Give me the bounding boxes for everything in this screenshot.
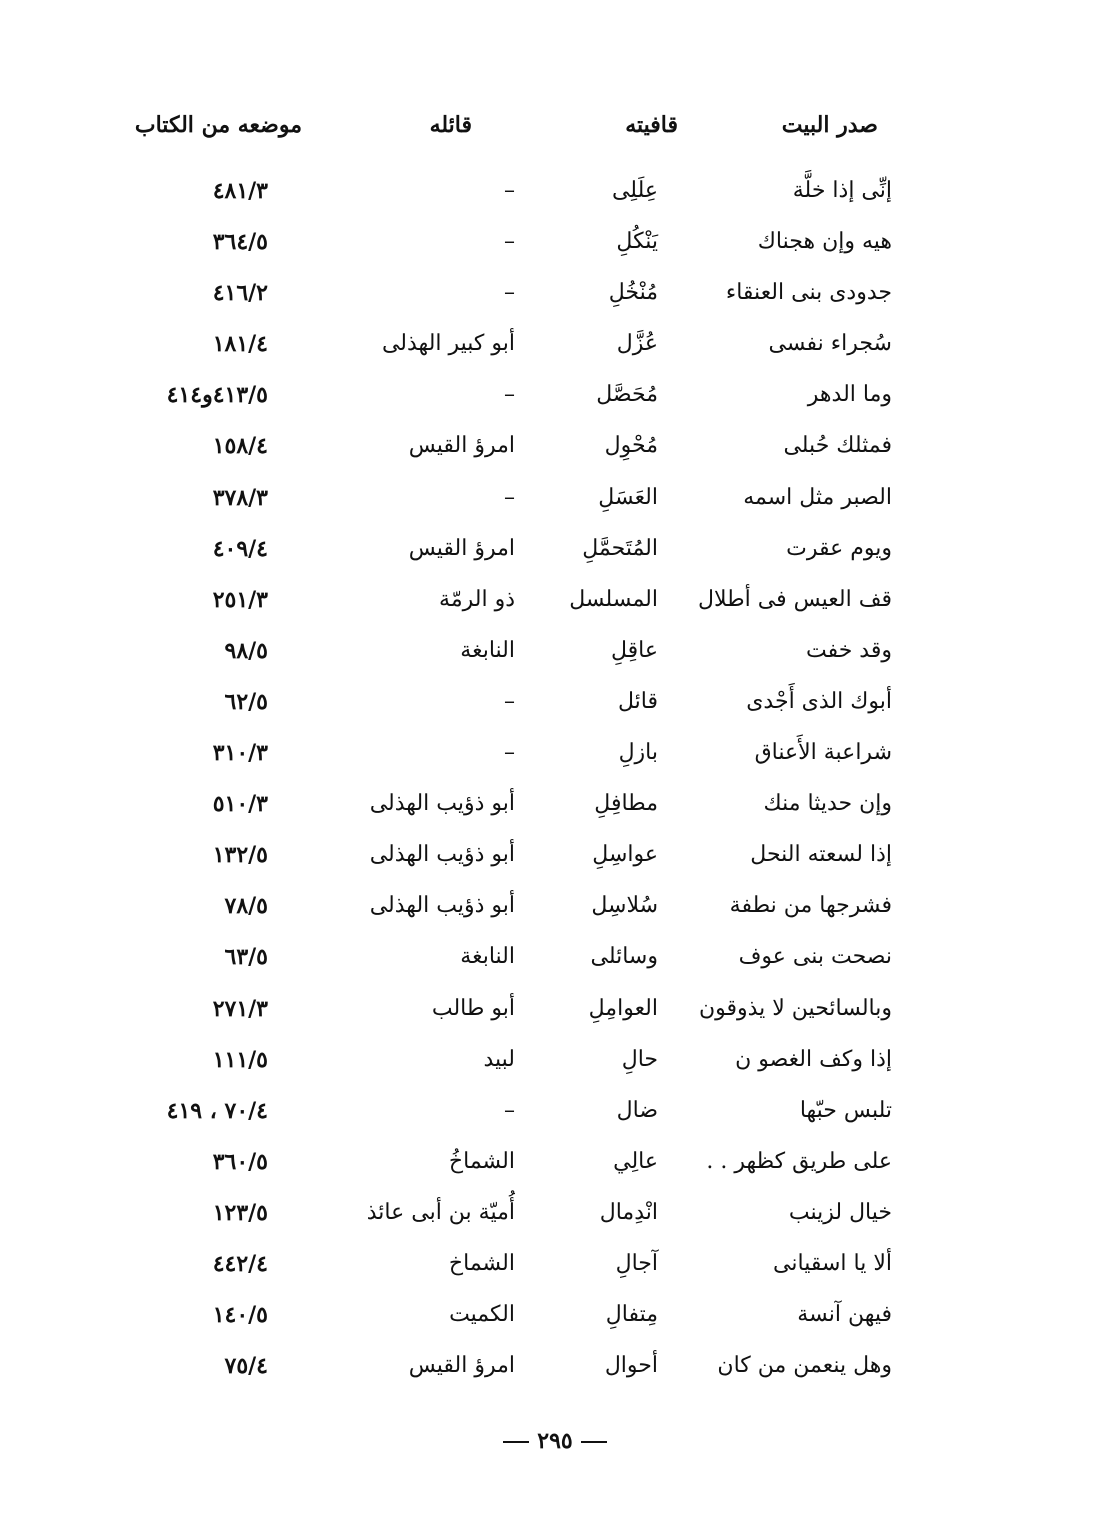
table-row <box>0 170 1110 221</box>
verse-opening: نصحت بنى عوف <box>738 944 892 970</box>
poet-name: – <box>504 1097 515 1123</box>
book-location: ٩٨/٥ <box>224 637 268 664</box>
verse-opening: هيه وإن هجناك <box>757 229 892 255</box>
book-location: ٥١٠/٣ <box>212 791 268 818</box>
poet-name: – <box>504 178 515 203</box>
poet-name: أبو ذؤيب الهذلى <box>369 842 515 868</box>
poet-name: الكميت <box>449 1302 515 1328</box>
book-location: ١١١/٥ <box>212 1046 268 1073</box>
header-location: موضعه من الكتاب <box>134 112 302 138</box>
table-row <box>0 1294 1110 1345</box>
poet-name: أبو طالب <box>431 995 515 1021</box>
verse-opening: فشرجها من نطفة <box>729 893 892 919</box>
page-number: ٢٩٥ <box>537 1428 573 1454</box>
poet-name: أبو ذؤيب الهذلى <box>369 791 515 817</box>
verse-opening: سُجراء نفسى <box>768 331 892 357</box>
rhyme-word: يَنْكُلِ <box>616 229 658 255</box>
book-location: ٣٧٨/٣ <box>212 484 268 511</box>
verse-opening: وما الدهر <box>807 382 892 408</box>
book-location: ٤٤٢/٤ <box>212 1250 268 1277</box>
verse-opening: جدودى بنى العنقاء <box>725 280 892 306</box>
verse-opening: على طريق كظهر . . <box>706 1148 892 1174</box>
table-row <box>0 1243 1110 1294</box>
poet-name: امرؤ القيس <box>408 433 515 459</box>
rhyme-word: العَسَلِ <box>598 484 658 510</box>
rhyme-word: مطافِلِ <box>594 791 658 817</box>
table-header <box>0 112 1110 152</box>
table-row <box>0 1345 1110 1396</box>
rhyme-word: المُتَحمَّلِ <box>582 535 658 561</box>
verse-opening: ألا يا اسقيانى <box>773 1250 892 1276</box>
verse-opening: وقد خفت <box>805 637 892 663</box>
poet-name: الشماخ <box>448 1250 515 1276</box>
book-location: ٦٣/٥ <box>224 944 268 971</box>
rhyme-word: قائل <box>617 688 658 714</box>
verse-opening: إذا لسعته النحل <box>750 842 892 868</box>
table-row <box>0 630 1110 681</box>
book-location: ٧٥/٤ <box>224 1353 268 1380</box>
table-row <box>0 579 1110 630</box>
book-location: ٤١٦/٢ <box>212 280 268 307</box>
rhyme-word: أحوال <box>604 1353 658 1379</box>
table-row <box>0 732 1110 783</box>
book-location: ٤١٣/٥و٤١٤ <box>166 382 268 409</box>
verse-opening: وهل ينعمن من كان <box>717 1353 892 1379</box>
rhyme-word: آجالِ <box>615 1250 658 1276</box>
rhyme-word: مِتفالِ <box>605 1302 658 1328</box>
table-row <box>0 477 1110 528</box>
table-row <box>0 272 1110 323</box>
verse-opening: الصبر مثل اسمه <box>743 484 892 510</box>
table-row <box>0 988 1110 1039</box>
book-location: ٤٠٩/٤ <box>212 535 268 562</box>
table-row <box>0 323 1110 374</box>
book-location: ٢٧١/٣ <box>212 995 268 1022</box>
book-location: ٤٨١/٣ <box>212 178 268 204</box>
table-row <box>0 936 1110 987</box>
poet-name: – <box>504 382 515 408</box>
page-footer <box>0 1428 1110 1454</box>
rhyme-word: سُلاسِل <box>591 893 658 919</box>
book-location: ٢٥١/٣ <box>212 586 268 613</box>
rhyme-word: مُحَصَّل <box>596 382 658 408</box>
verse-index-table <box>0 170 1110 1396</box>
table-row <box>0 834 1110 885</box>
rhyme-word: عالِي <box>613 1148 658 1174</box>
verse-opening: ويوم عقرت <box>786 535 892 561</box>
poet-name: الشماخُ <box>448 1148 515 1174</box>
poet-name: أبو كبير الهذلى <box>381 331 515 357</box>
poet-name: – <box>504 740 515 766</box>
rhyme-word: مُحْوِل <box>604 433 658 459</box>
verse-opening: فيهن آنسة <box>797 1302 892 1328</box>
book-location: ٧٨/٥ <box>224 893 268 920</box>
rhyme-word: وسائلى <box>590 944 658 970</box>
rhyme-word: ضال <box>616 1097 658 1123</box>
poet-name: ذو الرمّة <box>439 586 515 612</box>
rhyme-word: عُزَّل <box>616 331 658 357</box>
poet-name: لبيد <box>483 1046 515 1072</box>
table-row <box>0 374 1110 425</box>
rhyme-word: حالِ <box>621 1046 658 1072</box>
verse-opening: فمثلك حُبلى <box>783 433 892 459</box>
table-row <box>0 1192 1110 1243</box>
verse-opening: قف العيس فى أطلال <box>698 586 892 612</box>
table-row <box>0 783 1110 834</box>
rhyme-word: بازلِ <box>618 740 658 766</box>
rhyme-word: المسلسل <box>569 586 658 612</box>
book-location: ١٢٣/٥ <box>212 1199 268 1226</box>
rhyme-word: العوامِلِ <box>588 995 658 1021</box>
poet-name: امرؤ القيس <box>408 535 515 561</box>
book-location: ١٥٨/٤ <box>212 433 268 460</box>
verse-opening: إنِّى إذا خلَّة <box>792 178 892 203</box>
table-row <box>0 221 1110 272</box>
book-location: ١٣٢/٥ <box>212 842 268 869</box>
book-location: ٦٢/٥ <box>224 688 268 715</box>
verse-opening: تلبس حبّها <box>799 1097 892 1123</box>
footer-dash-left <box>581 1441 607 1443</box>
verse-opening: إذا وكف الغصو ن <box>735 1046 892 1072</box>
table-row <box>0 885 1110 936</box>
table-row <box>0 528 1110 579</box>
book-location: ٣٦٤/٥ <box>212 229 268 256</box>
table-row <box>0 681 1110 732</box>
rhyme-word: مُنْخُلِ <box>608 280 658 306</box>
book-location: ١٤٠/٥ <box>212 1302 268 1329</box>
poet-name: – <box>504 229 515 255</box>
table-row <box>0 1039 1110 1090</box>
header-verse-opening: صدر البيت <box>781 112 878 138</box>
footer-dash-right <box>503 1441 529 1443</box>
book-location: ٣٦٠/٥ <box>212 1148 268 1175</box>
poet-name: – <box>504 688 515 714</box>
verse-opening: خيال لزينب <box>788 1199 892 1225</box>
rhyme-word: عواسِلِ <box>592 842 658 868</box>
poet-name: امرؤ القيس <box>408 1353 515 1379</box>
poet-name: أُميّة بن أبى عائذ <box>366 1199 515 1225</box>
rhyme-word: عاقِلِ <box>610 637 658 663</box>
header-rhyme: قافيته <box>625 112 678 138</box>
poet-name: النابغة <box>460 944 515 970</box>
rhyme-word: عِلَلِى <box>611 178 658 203</box>
verse-opening: وبالسائحين لا يذوقون <box>698 995 892 1021</box>
verse-opening: شراعبة الأَعناق <box>754 740 892 766</box>
book-location: ٣١٠/٣ <box>212 740 268 767</box>
book-location: ٧٠/٤ ، ٤١٩ <box>166 1097 268 1124</box>
table-row <box>0 425 1110 476</box>
verse-opening: أبوك الذى أَجْدى <box>746 688 892 714</box>
poet-name: أبو ذؤيب الهذلى <box>369 893 515 919</box>
poet-name: – <box>504 484 515 510</box>
table-row <box>0 1090 1110 1141</box>
verse-opening: وإن حديثا منك <box>763 791 892 817</box>
header-poet: قائله <box>429 112 472 138</box>
poet-name: – <box>504 280 515 306</box>
table-row <box>0 1141 1110 1192</box>
book-location: ١٨١/٤ <box>212 331 268 358</box>
poet-name: النابغة <box>460 637 515 663</box>
rhyme-word: انْدِمال <box>599 1199 658 1225</box>
